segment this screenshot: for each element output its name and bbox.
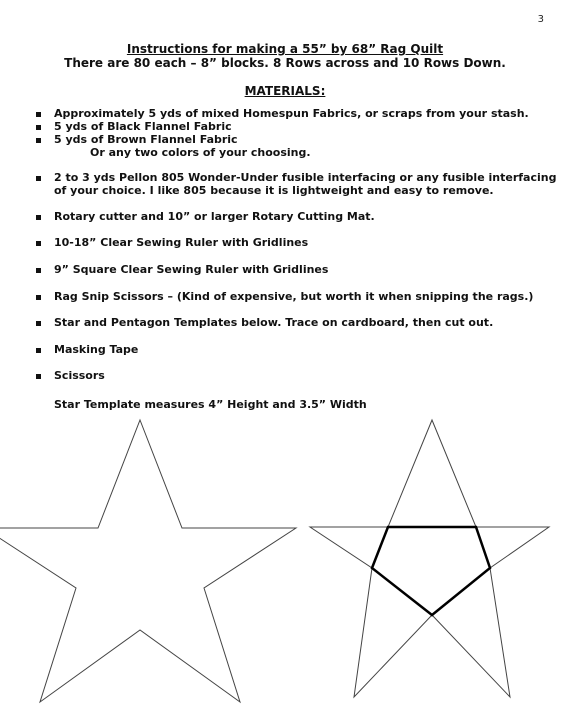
list-item-text: Scissors [54, 369, 105, 382]
pentagon-template [372, 527, 490, 615]
list-item [36, 264, 328, 277]
bullet-icon [36, 125, 41, 130]
list-item-text: Rag Snip Scissors – (Kind of expensive, but worth it when snipping the rags.) [54, 290, 534, 303]
bullet-icon [36, 348, 41, 353]
page-header [0, 42, 570, 70]
star-template-caption: Star Template measures 4” Height and 3.5” Width [54, 398, 367, 411]
list-item [36, 370, 105, 383]
list-item-text: 10-18” Clear Sewing Ruler with Gridlines [54, 236, 309, 249]
page-number: 3 [537, 14, 544, 25]
list-item-text: 5 yds of Black Flannel Fabric [54, 120, 232, 133]
list-item-text: 9” Square Clear Sewing Ruler with Gridlines [54, 263, 329, 276]
list-item-text: Approximately 5 yds of mixed Homespun Fabrics, or scraps from your stash. [54, 107, 529, 120]
list-item [36, 211, 375, 224]
list-item-text: Masking Tape [54, 343, 139, 356]
bullet-icon [36, 241, 41, 246]
bullet-icon [36, 374, 41, 379]
bullet-icon [36, 176, 41, 181]
list-item-text: 2 to 3 yds Pellon 805 Wonder-Under fusible interfacing or any fusible interfacing [54, 171, 557, 184]
bullet-icon [36, 215, 41, 220]
page-subtitle: There are 80 each – 8” blocks. 8 Rows across and 10 Rows Down. [64, 56, 506, 70]
materials-heading: MATERIALS: [244, 84, 326, 98]
bullet-icon [36, 138, 41, 143]
list-item [36, 172, 556, 197]
list-item-text-continued: of your choice. I like 805 because it is lightweight and easy to remove. [54, 183, 494, 197]
bullet-icon [36, 321, 41, 326]
star-template-with-pentagon [310, 420, 549, 697]
list-item [36, 108, 529, 121]
list-item [36, 317, 493, 330]
list-item-text: 5 yds of Brown Flannel Fabric [54, 133, 238, 146]
list-item [36, 291, 533, 304]
list-item-text: Star and Pentagon Templates below. Trace on cardboard, then cut out. [54, 316, 494, 329]
bullet-icon [36, 268, 41, 273]
bullet-icon [36, 112, 41, 117]
list-item [36, 237, 308, 250]
list-item-note: Or any two colors of your choosing. [90, 145, 311, 159]
list-item [36, 121, 232, 134]
star-template [0, 420, 296, 702]
list-item [36, 344, 138, 357]
page-title: Instructions for making a 55” by 68” Rag Quilt [126, 42, 444, 56]
list-item [36, 134, 311, 159]
bullet-icon [36, 295, 41, 300]
list-item-text: Rotary cutter and 10” or larger Rotary Cutting Mat. [54, 210, 375, 223]
star-templates [0, 410, 570, 715]
